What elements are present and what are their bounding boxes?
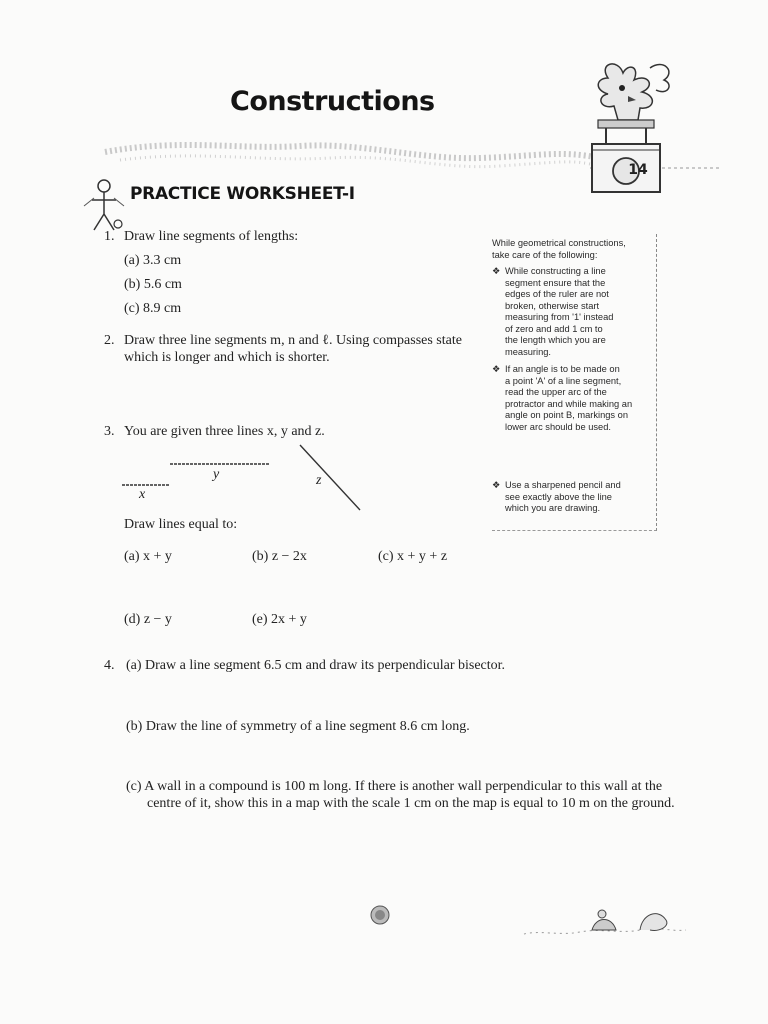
rooster-mascot-illustration (578, 58, 678, 144)
q4-number: 4. (104, 658, 115, 673)
bullet-icon: ❖ (492, 266, 501, 276)
q3-option-c: (c) x + y + z (378, 549, 448, 564)
q1-option-b: (b) 5.6 cm (124, 277, 182, 292)
q3-stem: You are given three lines x, y and z. (124, 424, 325, 439)
chapter-number: 14 (628, 162, 648, 178)
q4-part-b: (b) Draw the line of symmetry of a line segment 8.6 cm long. (126, 719, 470, 734)
q1-option-a: (a) 3.3 cm (124, 253, 182, 268)
q1-option-c: (c) 8.9 cm (124, 301, 182, 316)
q4-part-c-line-2: centre of it, show this in a map with the scale 1 cm on the map is equal to 10 m on the ground. (147, 796, 675, 811)
note-tip-1-line: broken, otherwise start (505, 300, 600, 311)
q3-option-b: (b) z − 2x (252, 549, 307, 564)
note-tip-2-line: a point 'A' of a line segment, (505, 375, 622, 386)
q3-option-e: (e) 2x + y (252, 612, 307, 627)
note-tip-3-line: Use a sharpened pencil and (505, 480, 621, 490)
note-tip-2-line: angle on point B, markings on (505, 410, 629, 420)
chapter-title: Constructions (230, 86, 435, 117)
label-z: z (316, 473, 322, 488)
small-figure-icon (80, 176, 128, 236)
footer-decoration (520, 900, 690, 944)
label-x: x (139, 487, 146, 502)
note-tip-3-line: which you are drawing. (505, 503, 601, 513)
construction-tips-note (492, 234, 657, 531)
label-y: y (213, 467, 220, 482)
q4-part-a: (a) Draw a line segment 6.5 cm and draw its perpendicular bisector. (126, 658, 506, 673)
note-tip-2-line: If an angle is to be made on (505, 364, 620, 374)
line-z (300, 445, 360, 510)
note-tip-1-line: segment ensure that the (505, 277, 606, 288)
q3-number: 3. (104, 424, 115, 439)
q1-stem: Draw line segments of lengths: (124, 229, 299, 244)
note-tip-2-line: lower arc should be used. (505, 421, 611, 432)
note-intro-line-2: take care of the following: (492, 250, 598, 260)
note-tip-1-line: edges of the ruler are not (505, 289, 609, 299)
note-tip-3-line: see exactly above the line (505, 491, 612, 502)
bullet-icon: ❖ (492, 364, 501, 374)
note-tip-1-line: While constructing a line (505, 266, 606, 276)
note-intro-line-1: While geometrical constructions, (492, 238, 626, 248)
q1-number: 1. (104, 229, 115, 244)
q3-option-a: (a) x + y (124, 549, 172, 564)
note-tip-2-line: protractor and while making an (505, 398, 633, 409)
q3-option-d: (d) z − y (124, 612, 172, 627)
q3-line-figure (110, 440, 380, 520)
page-number-emblem (368, 903, 392, 927)
note-tip-2-line: read the upper arc of the (505, 387, 607, 397)
q2-line-2: which is longer and which is shorter. (124, 350, 330, 365)
q2-number: 2. (104, 333, 115, 348)
q2-line-1: Draw three line segments m, n and ℓ. Using compasses state (124, 333, 462, 348)
q4-part-c-line-1: (c) A wall in a compound is 100 m long. If there is another wall perpendicular to this wall at the (126, 779, 663, 794)
note-tip-1-line: the length which you are (505, 335, 606, 345)
note-tip-1-line: of zero and add 1 cm to (505, 323, 603, 334)
note-tip-1-line: measuring. (505, 346, 551, 357)
worksheet-heading: PRACTICE WORKSHEET-I (130, 184, 355, 204)
q3-instruction: Draw lines equal to: (124, 517, 238, 532)
bullet-icon: ❖ (492, 480, 501, 490)
note-tip-1-line: measuring from '1' instead (505, 312, 614, 322)
